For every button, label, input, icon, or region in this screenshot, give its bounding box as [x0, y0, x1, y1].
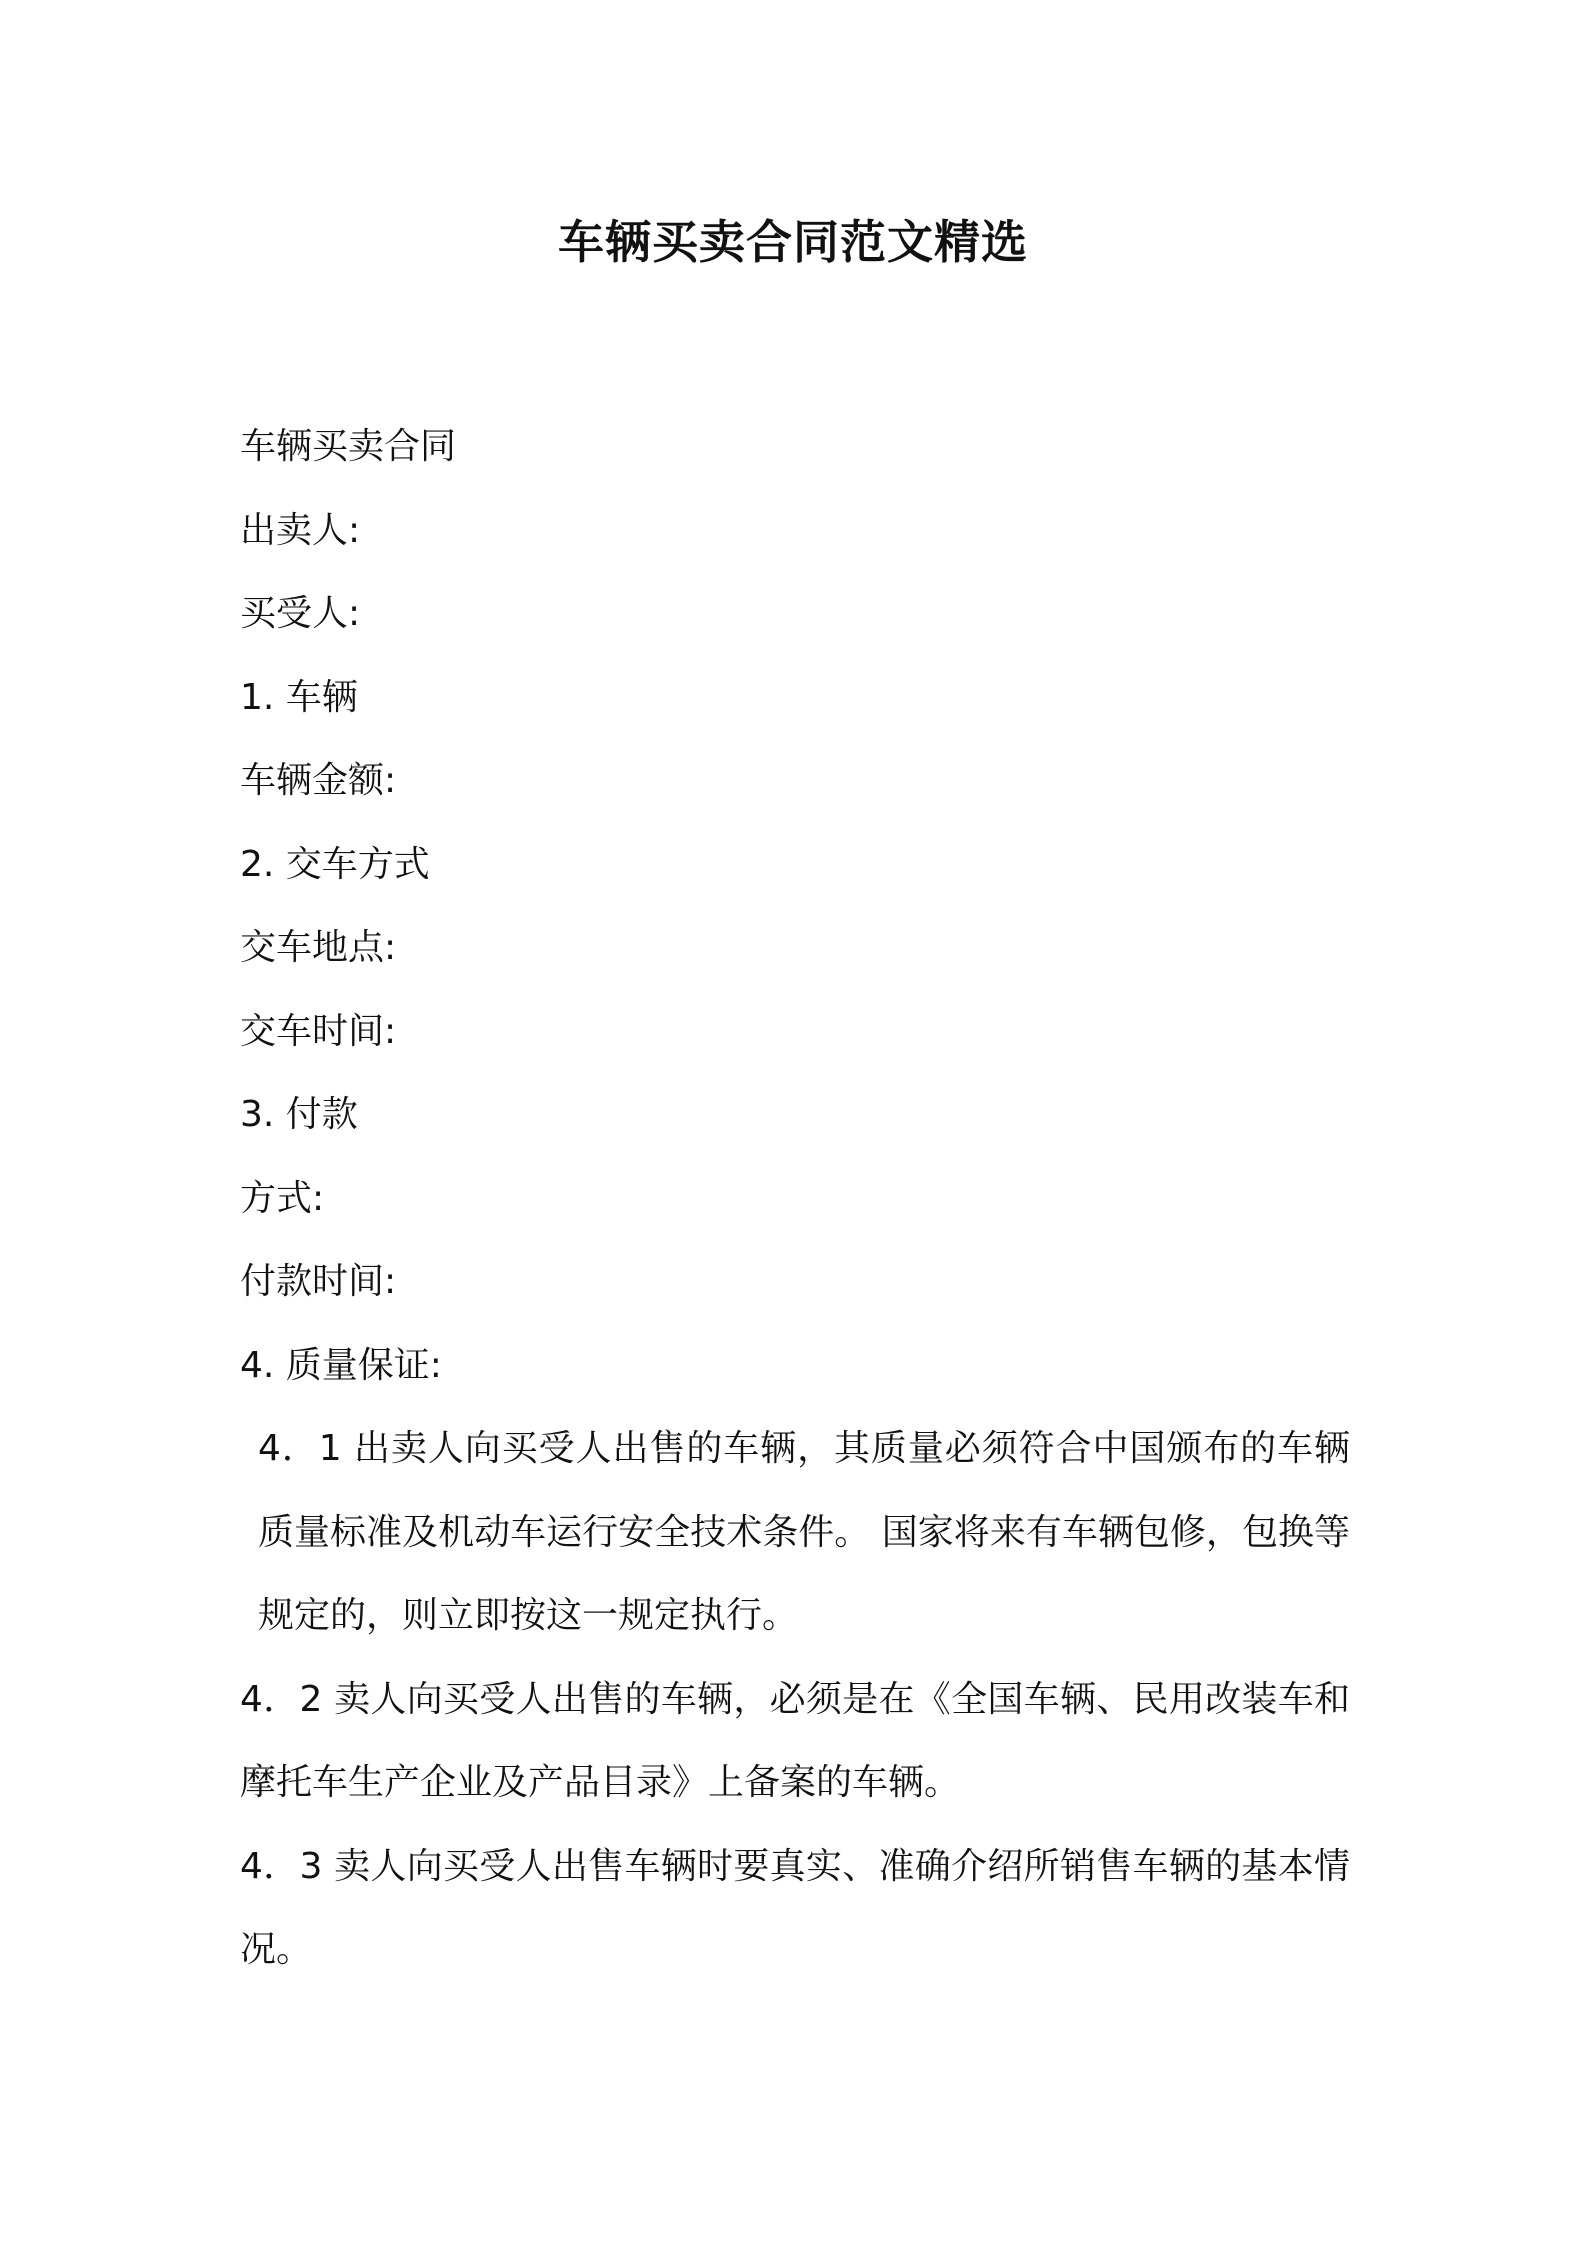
seller-field: 出卖人:	[240, 509, 361, 551]
contract-heading: 车辆买卖合同	[240, 426, 457, 467]
clause-4-3: 4．3 卖人向买受人出售车辆时要真实、准确介绍所销售车辆的基本情况。	[240, 1845, 1350, 1970]
clause-4-1: 4．1 出卖人向买受人出售的车辆，其质量必须符合中国颁布的车辆质量标准及机动车运行安全技术条件。 国家将来有车辆包修，包换等规定的，则立即按这一规定执行。	[258, 1428, 1350, 1636]
section-quality-guarantee: 4. 质量保证:	[240, 1344, 442, 1386]
section-delivery-method: 2. 交车方式	[240, 843, 430, 885]
payment-time-field: 付款时间:	[240, 1261, 397, 1302]
document-title: 车辆买卖合同范文精选	[558, 215, 1028, 269]
document-body	[240, 405, 1350, 1992]
buyer-field: 买受人:	[240, 593, 361, 634]
vehicle-amount-field: 车辆金额:	[240, 760, 397, 801]
section-vehicle: 1. 车辆	[240, 676, 358, 718]
payment-method-field: 方式:	[240, 1177, 325, 1219]
delivery-place-field: 交车地点:	[240, 927, 397, 968]
section-payment: 3. 付款	[240, 1094, 358, 1135]
clause-4-2: 4．2 卖人向买受人出售的车辆，必须是在《全国车辆、民用改装车和摩托车生产企业及产品目录》上备案的车辆。	[240, 1678, 1350, 1803]
delivery-time-field: 交车时间:	[240, 1010, 397, 1052]
